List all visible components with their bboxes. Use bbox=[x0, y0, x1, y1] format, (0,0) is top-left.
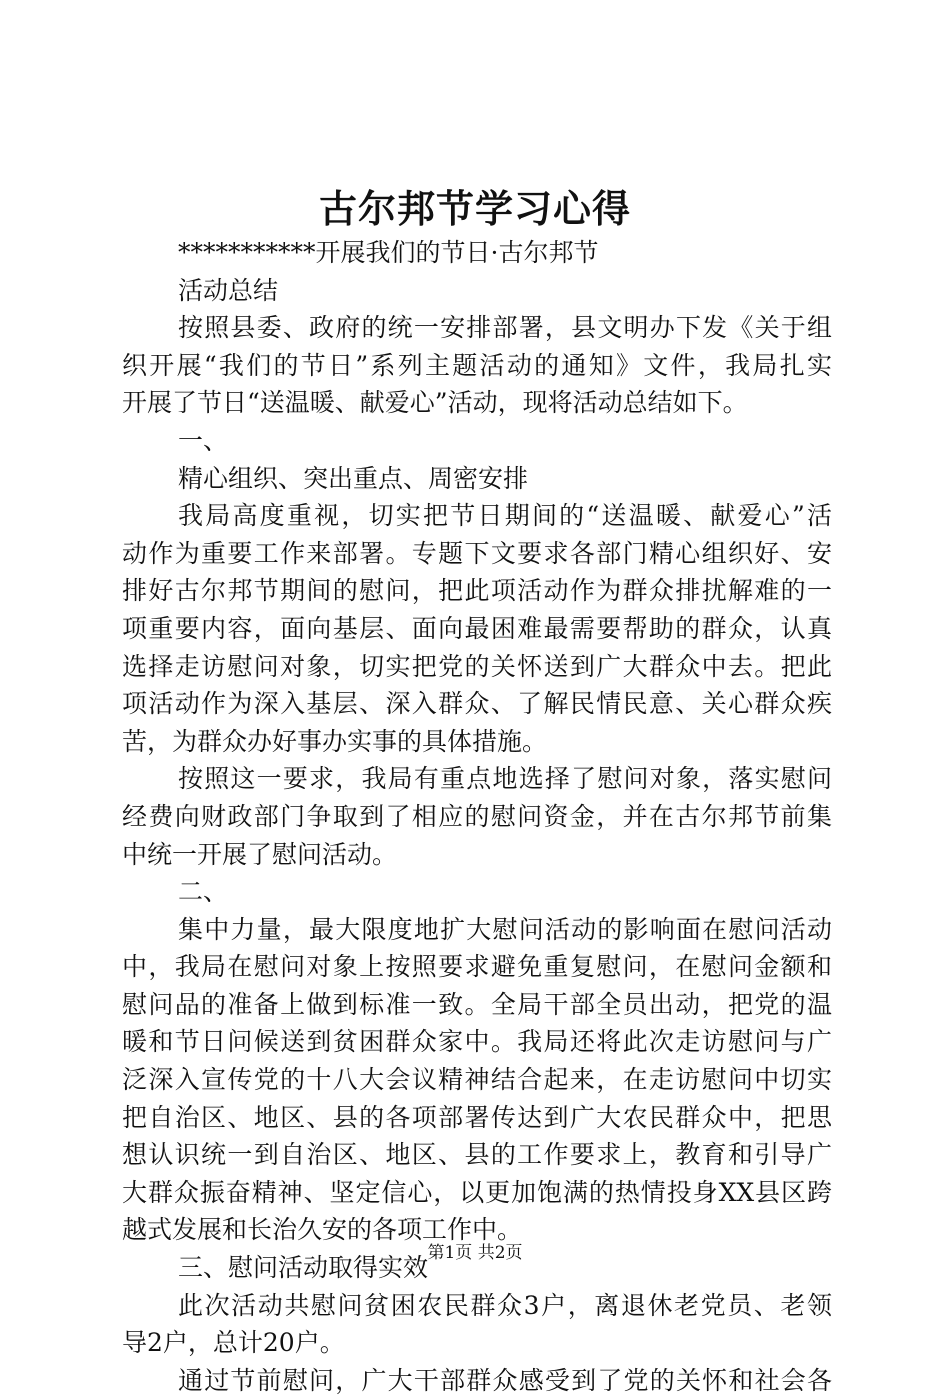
text-line: 项重要内容，面向基层、面向最困难最需要帮助的群众，认真 bbox=[122, 613, 832, 643]
text-line: 按照县委、政府的统一安排部署，县文明办下发《关于组 bbox=[178, 313, 832, 343]
text-line: 按照这一要求，我局有重点地选择了慰问对象，落实慰问 bbox=[178, 764, 832, 794]
text-line: 选择走访慰问对象，切实把党的关怀送到广大群众中去。把此 bbox=[122, 651, 832, 681]
text-line: 泛深入宣传党的十八大会议精神结合起来，在走访慰问中切实 bbox=[122, 1065, 832, 1095]
text-line: 导2户，总计20户。 bbox=[122, 1328, 345, 1358]
text-line: 二、 bbox=[178, 877, 229, 907]
text-line: 集中力量，最大限度地扩大慰问活动的影响面在慰问活动 bbox=[178, 914, 832, 944]
text-line: 慰问品的准备上做到标准一致。全局干部全员出动，把党的温 bbox=[122, 989, 832, 1019]
text-line: 中，我局在慰问对象上按照要求避免重复慰问，在慰问金额和 bbox=[122, 952, 832, 982]
text-line: 开展了节日“送温暖、献爱心”活动，现将活动总结如下。 bbox=[122, 388, 748, 418]
document-title: 古尔邦节学习心得 bbox=[318, 186, 631, 231]
text-line: 我局高度重视，切实把节日期间的“送温暖、献爱心”活 bbox=[178, 501, 832, 531]
text-line: 想认识统一到自治区、地区、县的工作要求上，教育和引导广 bbox=[122, 1140, 832, 1170]
text-line: 此次活动共慰问贫困农民群众3户，离退休老党员、老领 bbox=[178, 1290, 832, 1320]
text-line: 把自治区、地区、县的各项部署传达到广大农民群众中，把思 bbox=[122, 1102, 832, 1132]
text-line: 暖和节日问候送到贫困群众家中。我局还将此次走访慰问与广 bbox=[122, 1027, 832, 1057]
text-line: 活动总结 bbox=[178, 275, 279, 305]
text-line: 大群众振奋精神、坚定信心，以更加饱满的热情投身XX县区跨 bbox=[122, 1177, 832, 1207]
text-line: 三、慰问活动取得实效 bbox=[178, 1253, 429, 1283]
text-line: 精心组织、突出重点、周密安排 bbox=[178, 463, 529, 493]
text-line: 项活动作为深入基层、深入群众、了解民情民意、关心群众疾 bbox=[122, 689, 832, 719]
text-line: 通过节前慰问，广大干部群众感受到了党的关怀和社会各 bbox=[178, 1365, 832, 1395]
page-footer: 第1页 共2页 bbox=[427, 1243, 523, 1263]
text-line: 一、 bbox=[178, 425, 229, 455]
text-line: ***********开展我们的节日·古尔邦节 bbox=[178, 238, 599, 267]
text-line: 中统一开展了慰问活动。 bbox=[122, 839, 398, 869]
text-line: 排好古尔邦节期间的慰问，把此项活动作为群众排扰解难的一 bbox=[122, 576, 832, 606]
text-line: 动作为重要工作来部署。专题下文要求各部门精心组织好、安 bbox=[122, 538, 832, 568]
text-line: 苦，为群众办好事办实事的具体措施。 bbox=[122, 726, 548, 756]
text-line: 织开展“我们的节日”系列主题活动的通知》文件，我局扎实 bbox=[122, 350, 832, 380]
text-line: 越式发展和长治久安的各项工作中。 bbox=[122, 1215, 523, 1245]
text-line: 经费向财政部门争取到了相应的慰问资金，并在古尔邦节前集 bbox=[122, 801, 832, 831]
document-body bbox=[122, 234, 832, 1399]
